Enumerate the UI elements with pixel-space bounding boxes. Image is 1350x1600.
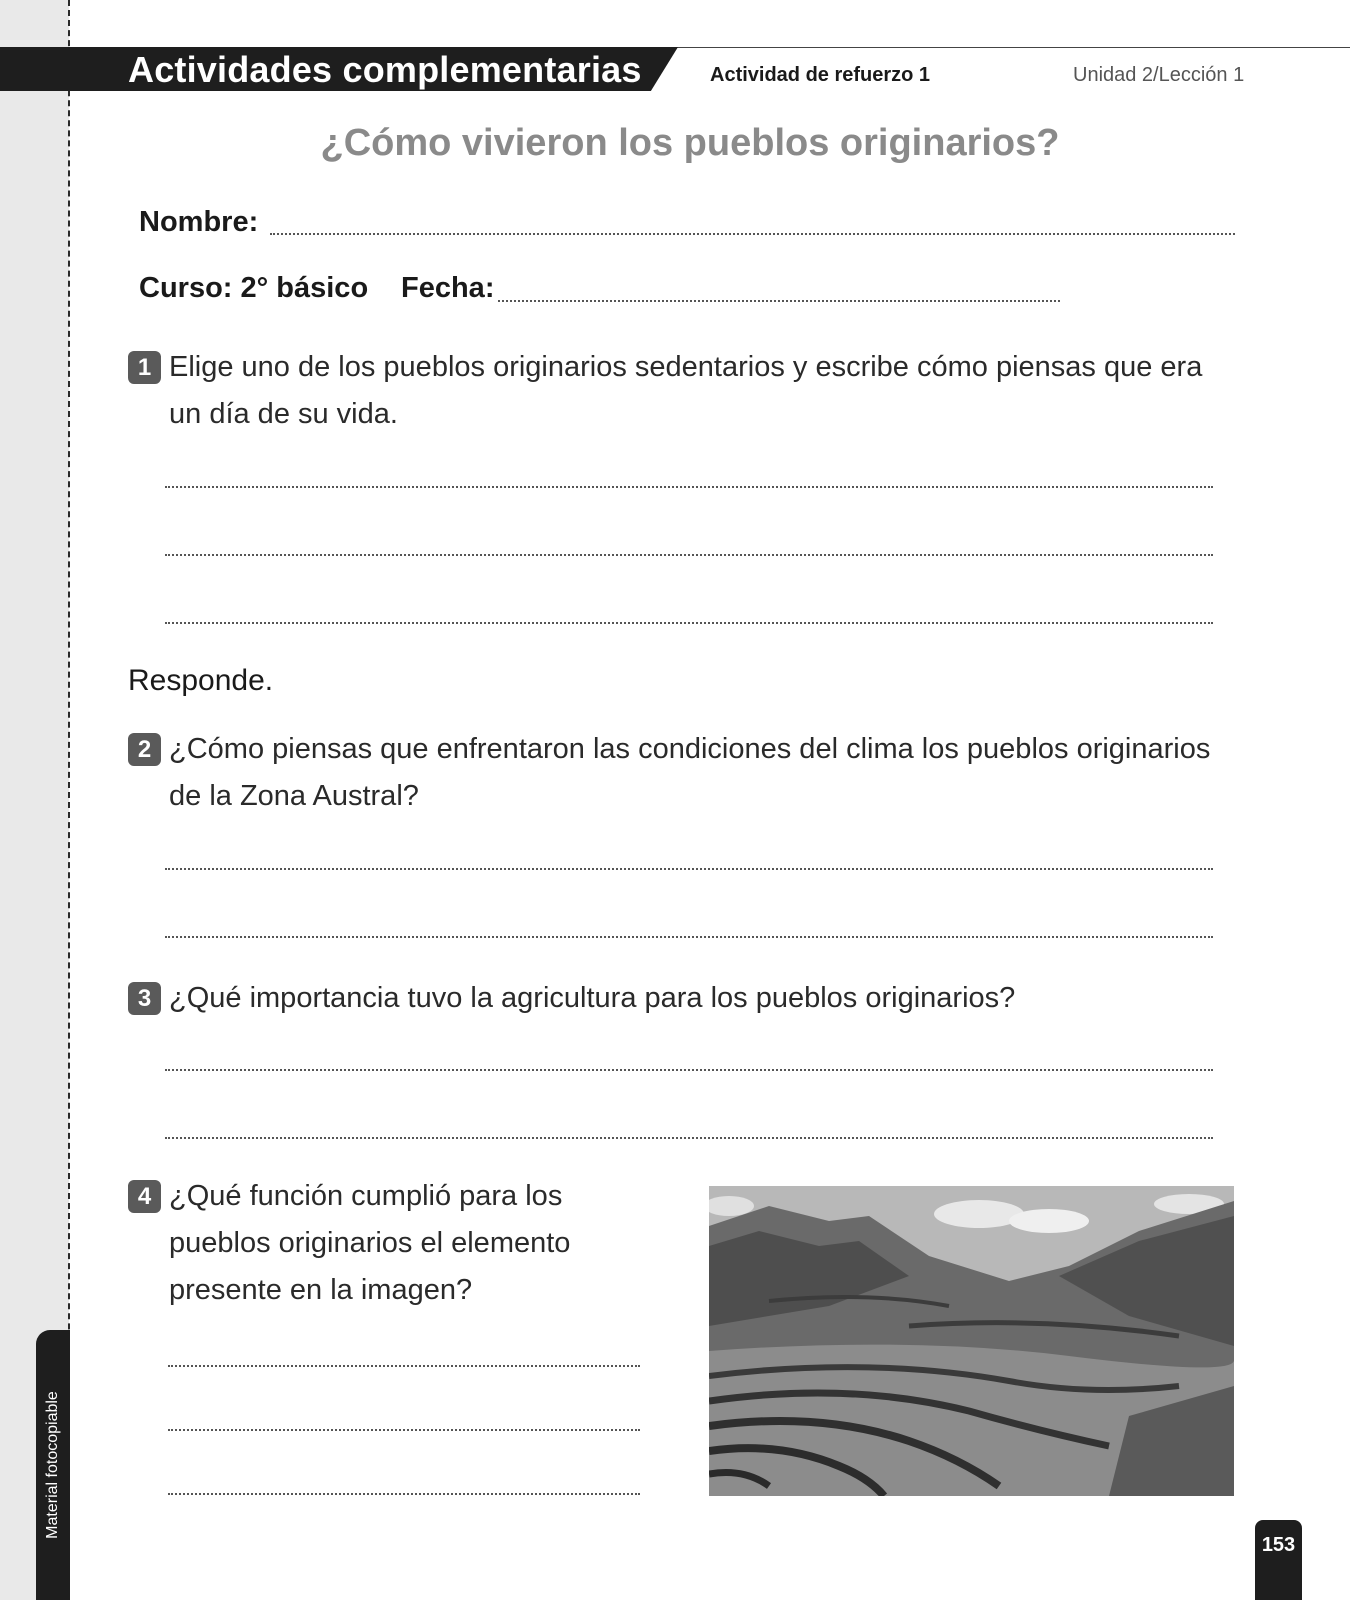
answer-line[interactable]: [165, 936, 1213, 938]
curso-label: Curso: 2° básico: [139, 272, 369, 304]
answer-line[interactable]: [165, 554, 1213, 556]
side-tab: [36, 1330, 70, 1600]
answer-line[interactable]: [165, 1069, 1213, 1071]
question-3-text: [169, 975, 1015, 1022]
question-2-text: [169, 726, 1210, 820]
question-1-line-1: Elige uno de los pueblos originarios sedentarios y escribe cómo piensas que era: [169, 351, 1203, 383]
question-4-line-1: ¿Qué función cumplió para los: [169, 1180, 563, 1212]
question-2-badge: 2: [128, 733, 161, 766]
page-number: 153: [1255, 1520, 1302, 1600]
question-1-badge: 1: [128, 351, 161, 384]
question-3-line-1: ¿Qué importancia tuvo la agricultura para los pueblos originarios?: [169, 982, 1016, 1014]
terraces-photo: [709, 1186, 1234, 1496]
section-label: Responde.: [128, 664, 274, 697]
answer-line[interactable]: [165, 1137, 1213, 1139]
answer-line[interactable]: [165, 622, 1213, 624]
answer-line[interactable]: [168, 1429, 640, 1431]
question-2-line-2: de la Zona Austral?: [169, 780, 419, 812]
nombre-field[interactable]: [270, 233, 1235, 235]
unit-label: Unidad 2/Lección 1: [1073, 64, 1245, 86]
question-4-badge: 4: [128, 1180, 161, 1213]
answer-line[interactable]: [168, 1365, 640, 1367]
question-4-text: [169, 1173, 570, 1314]
answer-line[interactable]: [165, 868, 1213, 870]
question-3-badge: 3: [128, 982, 161, 1015]
nombre-label: Nombre:: [139, 206, 259, 238]
side-tab-label: Material fotocopiable: [44, 1391, 61, 1539]
question-4-line-2: pueblos originarios el elemento: [169, 1227, 571, 1259]
page-title: ¿Cómo vivieron los pueblos originarios?: [320, 122, 1060, 164]
fecha-field[interactable]: [498, 300, 1060, 302]
question-2-line-1: ¿Cómo piensas que enfrentaron las condiciones del clima los pueblos originarios: [169, 733, 1211, 765]
activity-label: Actividad de refuerzo 1: [710, 64, 931, 86]
answer-line[interactable]: [165, 486, 1213, 488]
question-1-line-2: un día de su vida.: [169, 398, 398, 430]
question-4-line-3: presente en la imagen?: [169, 1274, 473, 1306]
question-1-text: [169, 344, 1202, 438]
fecha-label: Fecha:: [401, 272, 495, 304]
top-rule: [660, 47, 1350, 48]
answer-line[interactable]: [168, 1493, 640, 1495]
header-title: Actividades complementarias: [128, 49, 642, 90]
